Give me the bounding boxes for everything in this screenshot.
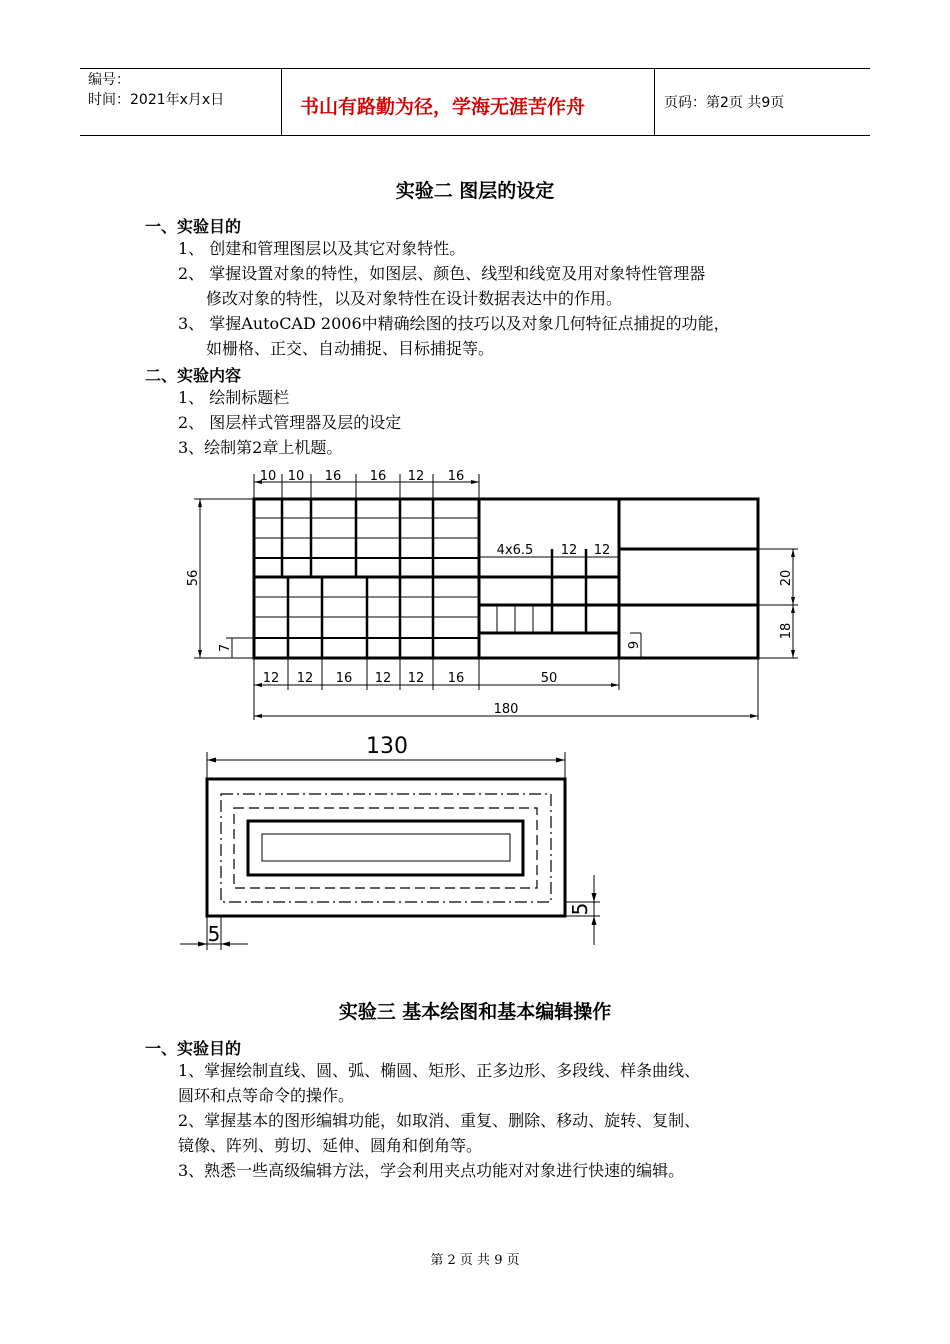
dim-top-3: 16 <box>324 469 342 484</box>
dim-left-small: 7 <box>218 643 233 653</box>
exp2-content-1: 1、 绘制标题栏 <box>178 388 290 407</box>
exp3-title: 实验三 基本绘图和基本编辑操作 <box>338 1001 612 1023</box>
exp3-objective-2-cont: 镜像、阵列、剪切、延伸、圆角和倒角等。 <box>178 1136 483 1155</box>
header-motto: 书山有路勤为径，学海无涯苦作舟 <box>300 96 586 118</box>
dim-top-1: 10 <box>259 469 277 484</box>
dim-mid-2: 12 <box>560 543 578 558</box>
exp2-section-content: 二、实验内容 <box>145 366 242 385</box>
exp2-objective-3-cont: 如栅格、正交、自动捕捉、目标捕捉等。 <box>206 339 495 358</box>
dim-offset-right: 5 <box>568 902 592 916</box>
dim-bottom-1: 12 <box>262 671 280 686</box>
exp2-title: 实验二 图层的设定 <box>395 180 555 202</box>
dim-top-2: 10 <box>287 469 305 484</box>
exp2-content-2: 2、 图层样式管理器及层的设定 <box>178 413 402 432</box>
exp3-objective-1-cont: 圆环和点等命令的操作。 <box>178 1086 355 1105</box>
dim-bottom-2: 12 <box>296 671 314 686</box>
dim-small-right: 9 <box>627 640 642 650</box>
doc-time-label: 时间：2021年x月x日 <box>88 92 225 108</box>
dim-offset-bottom: 5 <box>207 922 221 946</box>
dim-overall-width: 180 <box>493 702 519 717</box>
dim-right-1: 20 <box>779 569 794 587</box>
exp2-section-objectives: 一、实验目的 <box>145 217 242 236</box>
dim-width-130: 130 <box>366 734 408 759</box>
page-footer: 第 2 页 共 9 页 <box>430 1253 520 1268</box>
border-drawing <box>180 752 600 950</box>
dim-bottom-3: 16 <box>335 671 353 686</box>
dim-right-2: 18 <box>779 622 794 640</box>
dim-bottom-6: 16 <box>447 671 465 686</box>
exp3-objective-2: 2、掌握基本的图形编辑功能，如取消、重复、删除、移动、旋转、复制、 <box>178 1111 701 1130</box>
dim-bottom-5: 12 <box>407 671 425 686</box>
doc-number-label: 编号： <box>88 72 130 88</box>
exp2-objective-1: 1、 创建和管理图层以及其它对象特性。 <box>178 239 466 258</box>
exp2-objective-2-cont: 修改对象的特性，以及对象特性在设计数据表达中的作用。 <box>206 289 623 308</box>
exp3-objective-3: 3、熟悉一些高级编辑方法，学会利用夹点功能对对象进行快速的编辑。 <box>178 1161 685 1180</box>
page-indicator: 页码：第2页 共9页 <box>664 95 785 111</box>
exp2-content-3: 3、绘制第2章上机题。 <box>178 438 343 457</box>
dim-top-5: 12 <box>407 469 425 484</box>
exp2-objective-2: 2、 掌握设置对象的特性，如图层、颜色、线型和线宽及用对象特性管理器 <box>178 264 706 283</box>
exp2-objective-3: 3、 掌握AutoCAD 2006中精确绘图的技巧以及对象几何特征点捕捉的功能， <box>178 314 730 333</box>
dim-mid-1: 4x6.5 <box>496 543 534 558</box>
dim-top-6: 16 <box>447 469 465 484</box>
dim-bottom-4: 12 <box>374 671 392 686</box>
dim-mid-3: 12 <box>593 543 611 558</box>
exp3-objective-1: 1、掌握绘制直线、圆、弧、椭圆、矩形、正多边形、多段线、样条曲线、 <box>178 1061 701 1080</box>
dim-top-4: 16 <box>369 469 387 484</box>
dim-left-height: 56 <box>186 569 201 587</box>
exp3-section-objectives: 一、实验目的 <box>145 1039 242 1058</box>
dim-bottom-7: 50 <box>540 671 558 686</box>
